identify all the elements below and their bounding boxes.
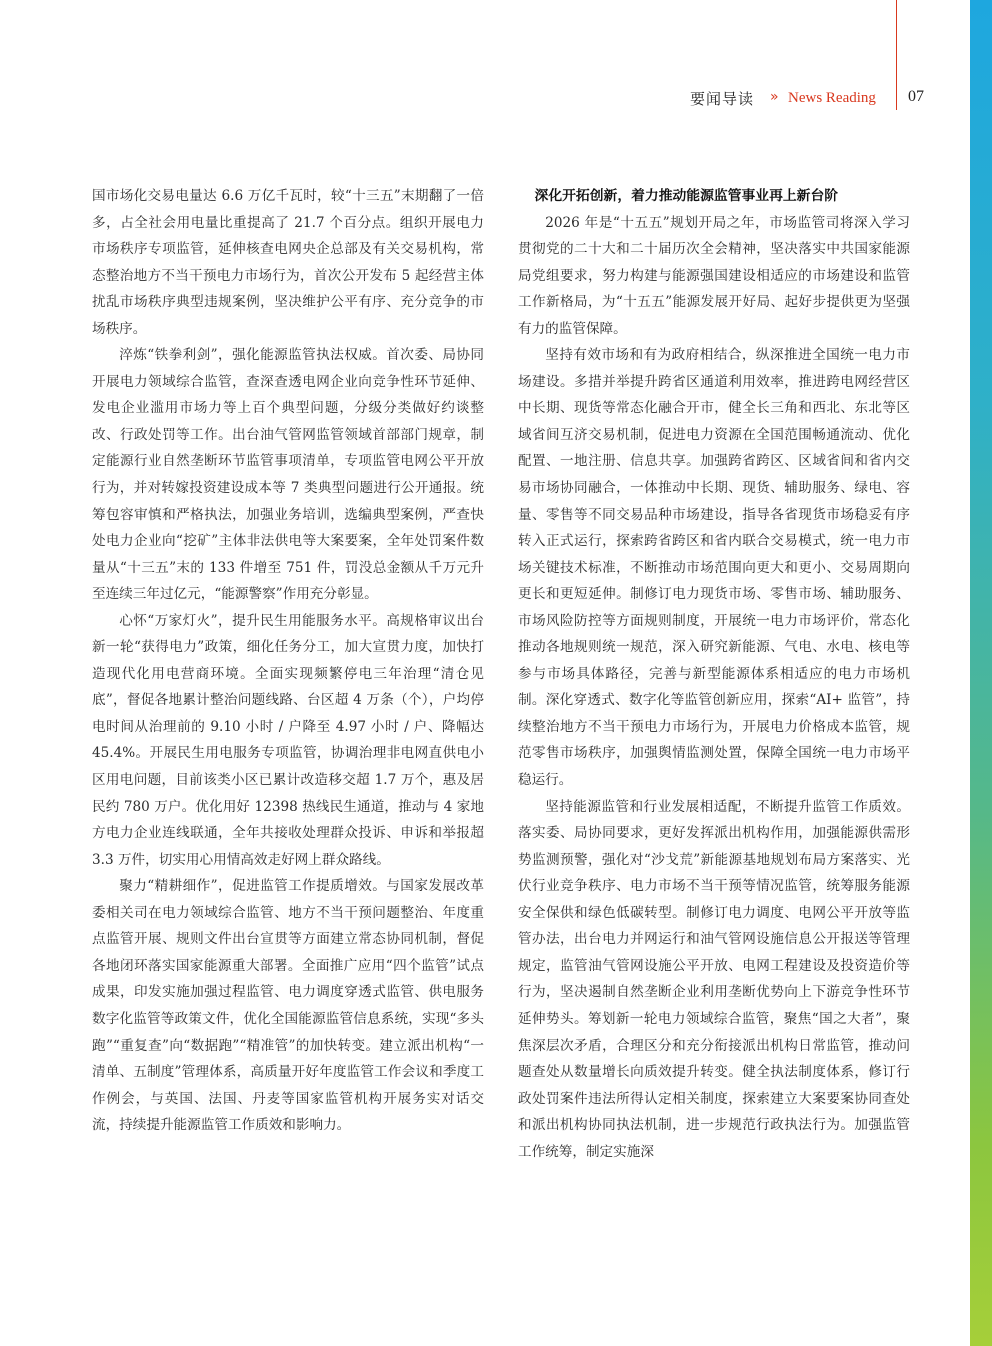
page-header	[600, 86, 940, 112]
decorative-gradient-bar	[970, 0, 992, 1346]
left-paragraph-3: 心怀“万家灯火”，提升民生用能服务水平。高规格审议出台新一轮“获得电力”政策，细化任务分工，加大宣贯力度，加快打造现代化用电营商环境。全面实现频繁停电三年治理“清仓见底”，督促各地累计整治问题线路、台区超 4 万条（个），户均停电时间从治理前的 9.10 小时 / 户降至 4.97 小时 / 户、降幅达 45.4%。开展民生用电服务专项监管，协调治理非电网直供电小区用电问题，目前该类小区已累计改造移交超 1.7 万个，惠及居民约 780 万户。优化用好 12398 热线民生通道，推动与 4 家地方电力企业连线联通，全年共接收处理群众投诉、申诉和举报超 3.3 万件，切实用心用情高效走好网上群众路线。	[92, 612, 484, 868]
right-paragraph-2: 坚持有效市场和有为政府相结合，纵深推进全国统一电力市场建设。多措并举提升跨省区通道利用效率，推进跨电网经营区中长期、现货等常态化融合开市，健全长三角和西北、东北等区域省间互济交易机制，促进电力资源在全国范围畅通流动、优化配置、一地注册、信息共享。加强跨省跨区、区域省间和省内交易市场协同融合，一体推动中长期、现货、辅助服务、绿电、容量、零售等不同交易品种市场建设，指导各省现货市场稳妥有序转入正式运行，探索跨省跨区和省内联合交易模式，统一电力市场关键技术标准，不断推动市场范围向更大和更小、交易周期向更长和更短延伸。制修订电力现货市场、零售市场、辅助服务、市场风险防控等方面规则制度，开展统一电力市场评价，常态化推动各地规则统一规范，深入研究新能源、气电、水电、核电等参与市场具体路径，完善与新型能源体系相适应的电力市场机制。深化穿透式、数字化等监管创新应用，探索“AI+ 监管”，持续整治地方不当干预电力市场行为，开展电力价格成本监管，规范零售市场秩序，加强舆情监测处置，保障全国统一电力市场平稳运行。	[518, 347, 910, 789]
right-paragraph-3: 坚持能源监管和行业发展相适配，不断提升监管工作质效。落实委、局协同要求，更好发挥派出机构作用，加强能源供需形势监测预警，强化对“沙戈荒”新能源基地规划布局方案落实、光伏行业竞争秩序、电力市场不当干预等情况监管，统筹服务能源安全保供和绿色低碳转型。制修订电力调度、电网公平开放等监管办法，出台电力并网运行和油气管网设施信息公开报送等管理规定，监管油气管网设施公平开放、电网工程建设及投资造价等行为，坚决遏制自然垄断企业利用垄断优势向上下游竞争性环节延伸势头。筹划新一轮电力领域综合监管，聚焦“国之大者”，聚焦深层次矛盾，合理区分和充分衔接派出机构日常监管，推动问题查处从数量增长向质效提升转变。健全执法制度体系，修订行政处罚案件违法所得认定相关制度，探索建立大案要案协同查处和派出机构协同执法机制，进一步规范行政执法行为。加强监管工作统筹，制定实施深	[518, 798, 910, 1160]
section-title-cn: 要闻导读	[690, 90, 755, 108]
left-paragraph-4: 聚力“精耕细作”，促进监管工作提质增效。与国家发展改革委相关司在电力领域综合监管、地方不当干预问题整治、年度重点监管开展、规则文件出台宣贯等方面建立常态协同机制，督促各地闭环落实国家能源重大部署。全面推广应用“四个监管”试点成果，印发实施加强过程监管、电力调度穿透式监管、供电服务数字化监管等政策文件，优化全国能源监管信息系统，实现“多头跑”“重复查”向“数据跑”“精准管”的加快转变。建立派出机构“一清单、五制度”管理体系，高质量开好年度监管工作会议和季度工作例会，与英国、法国、丹麦等国家监管机构开展务实对话交流，持续提升能源监管工作质效和影响力。	[92, 878, 484, 1134]
section-heading: 深化开拓创新，着力推动能源监管事业再上新台阶	[534, 188, 839, 204]
right-column	[518, 183, 910, 1165]
right-paragraph-1: 2026 年是“十五五”规划开局之年，市场监管司将深入学习贯彻党的二十大和二十届历次全会精神，坚决落实中共国家能源局党组要求，努力构建与能源强国建设相适应的市场建设和监管工作新格局，为“十五五”能源发展开好局、起好步提供更为坚强有力的监管保障。	[518, 214, 910, 337]
left-paragraph-1: 国市场化交易电量达 6.6 万亿千瓦时，较“十三五”末期翻了一倍多，占全社会用电量比重提高了 21.7 个百分点。组织开展电力市场秩序专项监管，延伸核查电网央企总部及有关交易机构，常态整治地方不当干预电力市场行为，首次公开发布 5 起经营主体扰乱市场秩序典型违规案例，坚决维护公平有序、充分竞争的市场秩序。	[92, 188, 484, 337]
header-divider	[896, 0, 897, 110]
left-paragraph-2: 淬炼“铁拳利剑”，强化能源监管执法权威。首次委、局协同开展电力领域综合监管，查深查透电网企业向竞争性环节延伸、发电企业滥用市场力等上百个典型问题，分级分类做好约谈整改、行政处罚等工作。出台油气管网监管领域首部部门规章，制定能源行业自然垄断环节监管事项清单，专项监管电网公平开放行为，并对转嫁投资建设成本等 7 类典型问题进行公开通报。统筹包容审慎和严格执法，加强业务培训，选编典型案例，严查快处电力企业向“挖矿”主体非法供电等大案要案，全年处罚案件数量从“十三五”末的 133 件增至 751 件，罚没总金额从千万元升至连续三年过亿元，“能源警察”作用充分彰显。	[92, 347, 484, 603]
page-number: 07	[908, 88, 924, 105]
section-title-en: News Reading	[788, 90, 876, 106]
left-column	[92, 183, 484, 1139]
double-chevron-right-icon: »	[770, 89, 779, 105]
